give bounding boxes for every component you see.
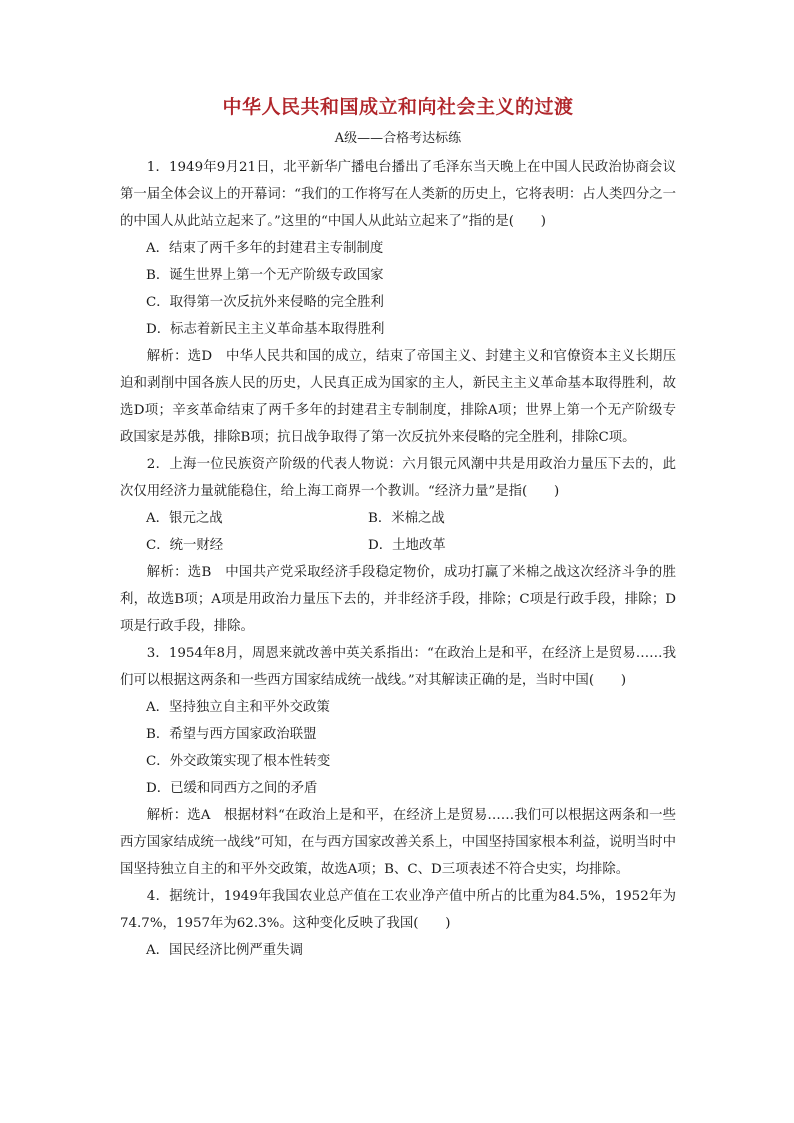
question-2-option-d: D．土地改革 [368,538,446,553]
question-2-option-c: C．统一财经 [146,538,224,553]
question-1-analysis: 解析：选D 中华人民共和国的成立，结束了帝国主义、封建主义和官僚资本主义长期压迫和剥削中国各族人民的历史，人民真正成为国家的主人，新民主主义革命基本取得胜利，故选D项；辛亥革命结束了两千多年的封建君主专制制度，排除A项；世界上第一个无产阶级专政国家是苏俄，排除B项；抗日战争取得了第一次反抗外来侵略的完全胜利，排除C项。 [120,349,676,445]
question-1-option-b: B．诞生世界上第一个无产阶级专政国家 [146,268,384,283]
question-2-option-b: B．米棉之战 [368,511,445,526]
question-3-stem: 3．1954年8月，周恩来就改善中英关系指出：“在政治上是和平，在经济上是贸易……我们可以根据这两条和一些西方国家结成统一战线。”对其解读正确的是，当时中国( ) [120,646,676,688]
document-title: 中华人民共和国成立和向社会主义的过渡 [222,96,574,118]
question-1-option-a: A．结束了两千多年的封建君主专制制度 [146,241,384,256]
question-2-options-row-1 [120,505,676,532]
document-page [120,92,676,964]
question-2-options-row-2 [120,532,676,559]
question-3-option-a: A．坚持独立自主和平外交政策 [146,700,330,715]
section-subtitle: A级——合格考达标练 [334,131,462,146]
question-4-option-a: A．国民经济比例严重失调 [146,943,303,958]
question-3-option-b: B．希望与西方国家政治联盟 [146,727,317,742]
question-4-stem: 4．据统计，1949年我国农业总产值在工农业净产值中所占的比重为84.5%，1952年为74.7%，1957年为62.3%。这种变化反映了我国( ) [120,889,676,931]
question-3-option-c: C．外交政策实现了根本性转变 [146,754,331,769]
question-1-option-c: C．取得第一次反抗外来侵略的完全胜利 [146,295,384,310]
question-3-analysis: 解析：选A 根据材料“在政治上是和平，在经济上是贸易……我们可以根据这两条和一些西方国家结成统一战线”可知，在与西方国家改善关系上，中国坚持国家根本利益，说明当时中国坚持独立自主的和平外交政策，故选A项；B、C、D三项表述不符合史实，均排除。 [120,808,676,877]
question-1-stem: 1．1949年9月21日，北平新华广播电台播出了毛泽东当天晚上在中国人民政治协商会议第一届全体会议上的开幕词：“我们的工作将写在人类新的历史上，它将表明：占人类四分之一的中国人从此站立起来了。”这里的“中国人从此站立起来了”指的是( ) [120,160,676,229]
question-2-analysis: 解析：选B 中国共产党采取经济手段稳定物价，成功打赢了米棉之战这次经济斗争的胜利，故选B项；A项是用政治力量压下去的，并非经济手段，排除；C项是行政手段，排除；D项是行政手段，排除。 [120,565,676,634]
question-2-option-a: A．银元之战 [146,511,223,526]
question-3-option-d: D．已缓和同西方之间的矛盾 [146,781,318,796]
question-2-stem: 2．上海一位民族资产阶级的代表人物说：六月银元风潮中共是用政治力量压下去的，此次仅用经济力量就能稳住，给上海工商界一个教训。“经济力量”是指( ) [120,457,676,499]
question-1-option-d: D．标志着新民主主义革命基本取得胜利 [146,322,385,337]
